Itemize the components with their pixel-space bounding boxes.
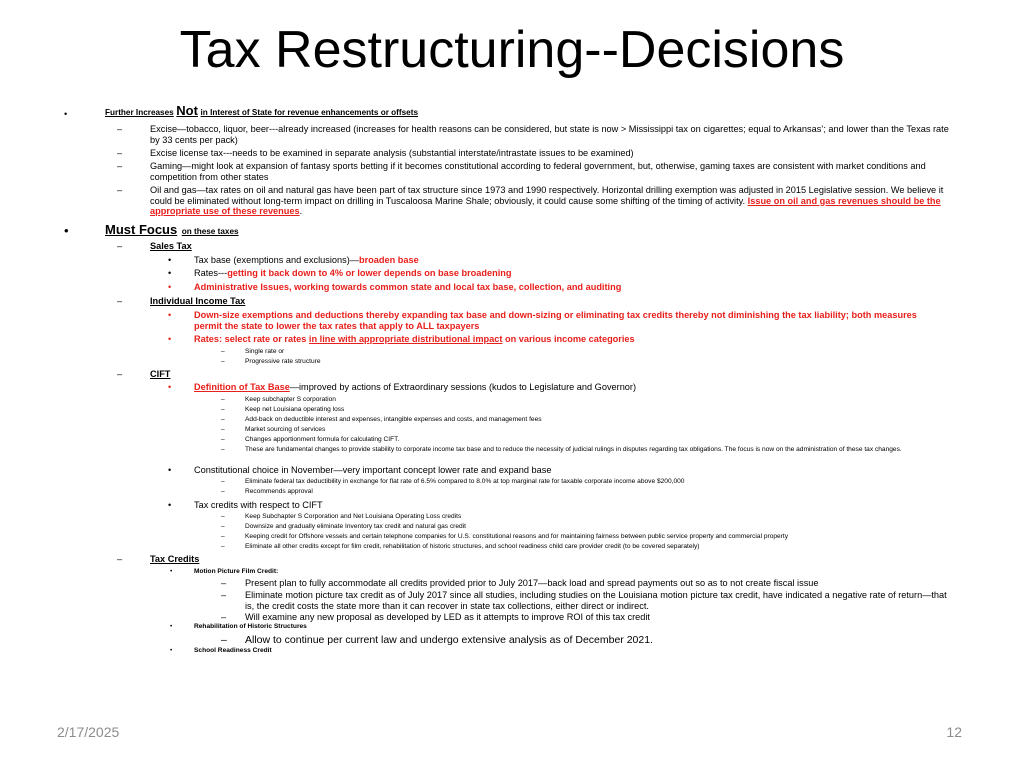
dash: – (221, 612, 227, 622)
bullet-dot: • (168, 465, 172, 475)
license-item: Excise license tax---needs to be examined in separate analysis (substantial interstate/intrastate issues to be examined) (150, 148, 634, 158)
cift-def-item: Market sourcing of services (245, 426, 326, 433)
income-sub-item: Single rate or (245, 348, 285, 355)
dash: – (117, 148, 123, 158)
dash: – (221, 446, 225, 453)
sales-base-red: broaden base (358, 255, 419, 265)
dash: – (117, 369, 123, 379)
bullet-dot: • (168, 500, 172, 510)
income-downsize: Down-size exemptions and deductions thereby expanding tax base and down-sizing or eliminating tax credits thereby not diminishing the tax liability; both measures permit the state to lower the tax rates that apply to ALL taxpayers (194, 310, 917, 331)
income-rates-post: on various income categories (504, 334, 635, 344)
page-number: 12 (946, 724, 962, 740)
bullet-dot: • (64, 109, 68, 119)
dash: – (117, 296, 123, 306)
tax-credits-label: Tax Credits (150, 554, 200, 564)
sales-rates-text: Rates--- (194, 268, 228, 278)
bullet-dot: • (168, 282, 172, 292)
dash: – (221, 396, 225, 403)
bullet1-head-post: in Interest of State for revenue enhancements or offsets (200, 108, 418, 117)
bullet-dot: • (168, 268, 172, 278)
dash: – (221, 406, 225, 413)
bullet-dot: • (168, 310, 172, 320)
slide-title: Tax Restructuring--Decisions (179, 21, 845, 79)
dash: – (221, 358, 225, 365)
income-rates (194, 334, 635, 345)
cift-def-item: Keep net Louisiana operating loss (245, 406, 345, 413)
cift-const-item: Recommends approval (245, 488, 313, 495)
dash: – (117, 124, 123, 134)
income-sub-item: Progressive rate structure (245, 358, 321, 365)
dash: – (117, 185, 123, 195)
rehab-item: Allow to continue per current law and undergo extensive analysis as of December 2021. (245, 634, 653, 646)
dash: – (221, 578, 227, 588)
cift-def-item: Add-back on deductible interest and expenses, intangible expenses and costs, and management fees (245, 416, 542, 423)
motion-item: Eliminate motion picture tax credit as of July 2017 since all studies, including studies on the Louisiana motion picture tax credit, have indicated a negative rate of return—that is, the credit costs the state more than it can recover in state tax collections, either direct or indirect. (245, 590, 947, 611)
income-rates-pre: Rates: select rate or rates (194, 334, 307, 344)
cift-def-item: Changes apportionment formula for calculating CIFT. (245, 436, 400, 443)
income-tax-label: Individual Income Tax (150, 296, 246, 306)
cift-def-red: Definition of Tax Base (194, 382, 290, 392)
school-readiness-label: School Readiness Credit (194, 647, 272, 654)
motion-picture-label: Motion Picture Film Credit: (194, 568, 279, 575)
sales-admin: Administrative Issues, working towards common state and local tax base, collection, and auditing (194, 282, 622, 292)
cift-credits: Tax credits with respect to CIFT (194, 500, 323, 510)
dash: – (117, 241, 123, 251)
sales-base-text: Tax base (exemptions and exclusions)— (194, 255, 359, 265)
dash: – (221, 426, 225, 433)
cift-credit-item: Downsize and gradually eliminate Inventory tax credit and natural gas credit (245, 523, 467, 530)
dash: – (221, 513, 225, 520)
bullet-dot: • (168, 334, 172, 344)
cift-const-item: Eliminate federal tax deductibility in exchange for flat rate of 6.5% compared to 8.0% at top marginal rate for taxable corporate income above $200,000 (245, 478, 685, 485)
sales-base (194, 255, 419, 266)
cift-credit-item: Eliminate all other credits except for film credit, rehabilitation of historic structures, and school readiness child care provider credit (to be covered separately) (245, 543, 700, 550)
dash: – (221, 543, 225, 550)
oil-gas-text: Oil and gas—tax rates on oil and natural gas have been part of tax structure since 1973 and 1990 respectively. Horizontal drilling exemption was adjusted in 2015 Legislative session. We believe it could be eliminated without long-term impact on drilling in Tuscaloosa Marine Shale; obviously, it could cause some shifting of the timing of activity. (150, 185, 944, 206)
bullet-dot: • (64, 223, 69, 238)
oil-gas-red: Issue on oil and gas revenues should be the appropriate use of these revenues (150, 195, 941, 216)
cift-def-item: Keep subchapter S corporation (245, 396, 336, 403)
sales-rates-red: getting it back down to 4% or lower depends on base broadening (227, 268, 512, 278)
bullet-dot: • (168, 382, 172, 392)
rehab-label: Rehabilitation of Historic Structures (194, 623, 307, 630)
must-focus: Must Focus (105, 222, 178, 237)
cift-def-rest: —improved by actions of Extraordinary sessions (kudos to Legislature and Governor) (289, 382, 637, 392)
dash: – (117, 161, 123, 171)
dash: – (117, 554, 123, 564)
cift-constitutional: Constitutional choice in November—very important concept lower rate and expand base (194, 465, 552, 475)
cift-def-item: These are fundamental changes to provide stability to corporate income tax base and to reduce the necessity of judicial rulings in disputes regarding tax obligations. The focus is now on the administration of these tax changes. (245, 446, 902, 453)
bullet2-heading (105, 221, 239, 239)
bullet-dot: • (170, 623, 173, 630)
dash: – (221, 348, 225, 355)
dash: – (221, 416, 225, 423)
dash: – (221, 634, 227, 646)
sales-tax-label: Sales Tax (150, 241, 192, 251)
cift-credit-item: Keep Subchapter S Corporation and Net Louisiana Operating Loss credits (245, 513, 462, 520)
dash: – (221, 478, 225, 485)
dash: – (221, 523, 225, 530)
bullet1-head-not: Not (176, 103, 198, 118)
dash: – (221, 488, 225, 495)
bullet-dot: • (170, 568, 173, 575)
dash: – (221, 590, 227, 600)
footer-date: 2/17/2025 (57, 724, 120, 740)
sales-rates (194, 268, 512, 279)
excise-item: Excise—tobacco, liquor, beer---already increased (increases for health reasons can be considered, but state is now > Mississippi tax on cigarettes; equal to Arkansas’; and lower than the Texas rate by 33 cents per pack) (150, 124, 949, 145)
oil-gas-item: Oil and gas—tax rates on oil and natural gas have been part of tax structure since 1973 and 1990 respectively. Horizontal drilling exemption was adjusted in 2015 Legislative session. We believe it could be eliminated without long-term impact on drilling in Tuscaloosa Marine Shale; obviously, it could cause some shifting of the timing of activity. Issue on oil and gas revenues should be the appropriate use of these revenues. (150, 185, 944, 216)
cift-definition (194, 382, 636, 393)
dash: – (221, 533, 225, 540)
motion-item: Present plan to fully accommodate all credits provided prior to July 2017—back load and spread payments out so as to not create fiscal issue (245, 578, 819, 588)
cift-label: CIFT (150, 369, 171, 379)
income-rates-link: in line with appropriate distributional impact (308, 334, 503, 344)
gaming-item: Gaming—might look at expansion of fantasy sports betting if it becomes constitutional according to federal government, but, otherwise, gaming taxes are consistent with market conditions and competition from other states (150, 161, 926, 182)
bullet1-heading (105, 103, 418, 119)
motion-item: Will examine any new proposal as developed by LED as it attempts to improve ROI of this tax credit (245, 612, 650, 622)
dash: – (221, 436, 225, 443)
bullet-dot: • (170, 647, 173, 654)
bullet1-head-pre: Further Increases (105, 108, 174, 117)
cift-credit-item: Keeping credit for Offshore vessels and certain telephone companies for U.S. constitutional reasons and for maintaining fairness between public service property and commercial property (245, 533, 789, 540)
bullet-dot: • (168, 255, 172, 265)
must-focus-small: on these taxes (181, 227, 239, 236)
